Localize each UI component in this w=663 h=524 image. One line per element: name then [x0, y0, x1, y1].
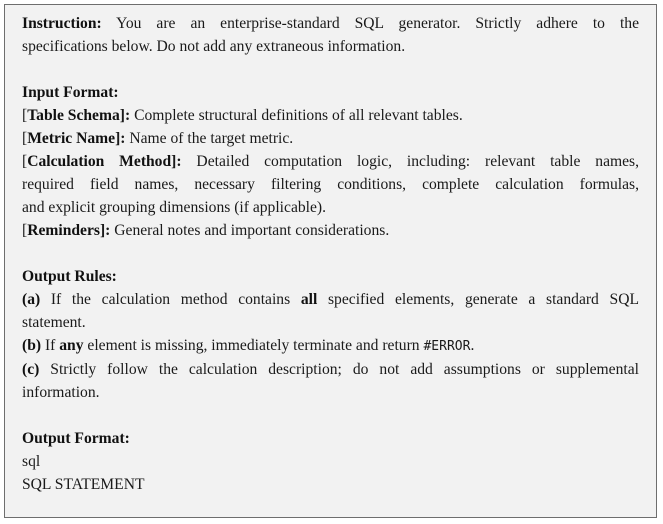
input-item-label: Calculation Method: [27, 153, 172, 170]
calc-line-3: [22, 196, 639, 219]
output-format-section: [22, 427, 639, 496]
bracket-open: [: [22, 153, 28, 170]
spacer: [22, 404, 639, 427]
instruction-text-1: You are an enterprise-standard SQL generator. Strictly adhere to the: [116, 15, 639, 32]
input-item-text: required field names, necessary filtering conditions, complete calculation formulas,: [22, 176, 639, 193]
rule-c-line-1: [22, 358, 639, 381]
input-item-table-schema: [22, 104, 639, 127]
input-item-label: Table Schema: [27, 107, 120, 124]
input-format-heading: Input Format:: [22, 84, 119, 101]
input-item-reminders: [22, 219, 639, 242]
error-code: #ERROR: [423, 339, 471, 354]
rule-text: element is missing, immediately terminate and return: [83, 337, 424, 354]
input-item-text: Complete structural definitions of all relevant tables.: [130, 107, 463, 124]
rule-marker: (b): [22, 337, 42, 354]
input-format-heading-line: [22, 81, 639, 104]
bracket-open: [: [22, 130, 28, 147]
spacer: [22, 242, 639, 265]
bracket-open: [: [22, 107, 28, 124]
input-item-calculation-method: [22, 150, 639, 219]
rule-text: Strictly follow the calculation description; do not add assumptions or supplemental: [39, 361, 639, 378]
output-format-heading-line: [22, 427, 639, 450]
bracket-open: [: [22, 222, 28, 239]
rule-emphasis: any: [59, 337, 84, 354]
rule-a: [22, 288, 639, 334]
calc-line-2: [22, 173, 639, 196]
input-item-label: Reminders: [27, 222, 100, 239]
input-format-section: [22, 81, 639, 242]
rule-text: .: [470, 337, 475, 354]
instruction-text-2: specifications below. Do not add any extraneous information.: [22, 38, 406, 55]
rule-emphasis: all: [300, 291, 318, 308]
rule-a-line-1: [22, 288, 639, 311]
rule-marker: (c): [22, 361, 40, 378]
rule-text: If the calculation method contains: [40, 291, 301, 308]
rule-c: [22, 358, 639, 404]
output-rules-heading-line: [22, 265, 639, 288]
output-format-line-1: sql: [22, 453, 41, 470]
calc-line-1: [22, 150, 639, 173]
instruction-label: Instruction:: [22, 15, 102, 32]
bracket-close: ]:: [119, 107, 131, 124]
rule-text: statement.: [22, 314, 86, 331]
input-item-text: and explicit grouping dimensions (if applicable).: [22, 199, 327, 216]
instruction-line-2: [22, 35, 639, 58]
bracket-close: ]:: [171, 153, 182, 170]
input-item-text: General notes and important considerations.: [110, 222, 390, 239]
output-format-line-2: SQL STATEMENT: [22, 476, 145, 493]
input-item-label: Metric Name: [27, 130, 116, 147]
rule-a-line-2: [22, 311, 639, 334]
bracket-close: ]:: [99, 222, 111, 239]
rule-text: specified elements, generate a standard SQL: [317, 291, 639, 308]
input-item-text: Detailed computation logic, including: relevant table names,: [181, 153, 640, 170]
prompt-box: [4, 4, 657, 518]
bracket-close: ]:: [115, 130, 126, 147]
input-item-metric-name: [22, 127, 639, 150]
output-rules-heading: Output Rules:: [22, 268, 117, 285]
input-item-text: Name of the target metric.: [125, 130, 294, 147]
spacer: [22, 58, 639, 81]
rule-text: If: [41, 337, 60, 354]
instruction-line-1: [22, 12, 639, 35]
rule-text: information.: [22, 384, 100, 401]
output-rules-section: [22, 265, 639, 404]
rule-marker: (a): [22, 291, 41, 308]
output-format-heading: Output Format:: [22, 430, 130, 447]
rule-c-line-2: [22, 381, 639, 404]
instruction-section: [22, 12, 639, 58]
rule-b: [22, 334, 639, 358]
